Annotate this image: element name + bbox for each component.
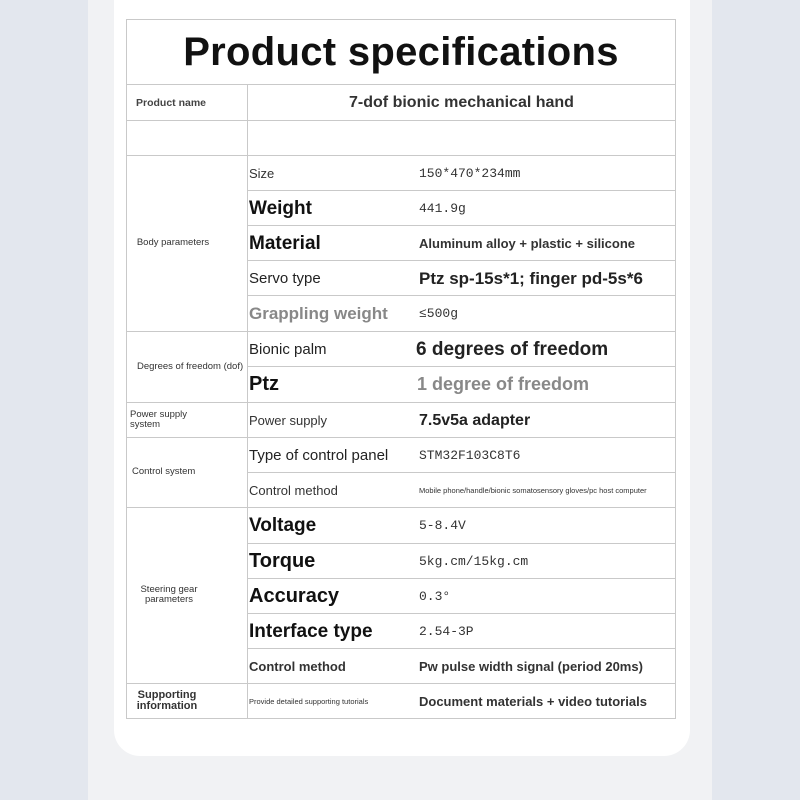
row-material-value: Aluminum alloy + plastic + silicone (419, 236, 636, 251)
row-tutorials-name: Provide detailed supporting tutorials (249, 697, 369, 706)
row-panel-value: STM32F103C8T6 (419, 448, 521, 463)
row-palm-name: Bionic palm (249, 341, 327, 358)
row-control-method-value: Mobile phone/handle/bionic somatosensory gloves/pc host computer (419, 486, 647, 495)
row-material-name: Material (249, 232, 321, 254)
row-torque-value: 5kg.cm/15kg.cm (419, 554, 529, 569)
product-name-label: Product name (136, 96, 207, 109)
page-title: Product specifications (126, 19, 676, 85)
group-supporting-info: Supporting information (136, 688, 198, 712)
row-power-value: 7.5v5a adapter (419, 411, 531, 429)
row-weight-name: Weight (249, 197, 312, 219)
product-name-value: 7-dof bionic mechanical hand (349, 93, 574, 111)
row-servo-name: Servo type (249, 270, 321, 287)
group-steering-gear: Steering gear parameters (140, 584, 198, 605)
row-voltage-name: Voltage (249, 514, 317, 536)
row-control-method-name: Control method (249, 483, 338, 498)
row-interface-value: 2.54-3P (419, 624, 474, 639)
group-body-parameters: Body parameters (136, 237, 210, 248)
group-control-system: Control system (132, 466, 196, 477)
row-size-name: Size (249, 166, 275, 181)
row-gear-method-value: Pw pulse width signal (period 20ms) (419, 659, 643, 674)
row-power-name: Power supply (249, 413, 328, 428)
row-interface-name: Interface type (249, 620, 373, 642)
row-voltage-value: 5-8.4V (419, 518, 466, 533)
row-weight-value: 441.9g (419, 201, 466, 216)
row-ptz-name: Ptz (249, 373, 279, 395)
row-gear-method-name: Control method (249, 659, 346, 674)
row-accuracy-value: 0.3° (419, 589, 451, 604)
row-palm-value: 6 degrees of freedom (416, 338, 609, 360)
row-panel-name: Type of control panel (249, 447, 389, 464)
row-tutorials-value: Document materials + video tutorials (419, 694, 647, 709)
group-degrees-of-freedom: Degrees of freedom (dof) (137, 360, 244, 372)
row-ptz-value: 1 degree of freedom (417, 374, 590, 394)
row-accuracy-name: Accuracy (249, 585, 340, 607)
row-torque-name: Torque (249, 550, 316, 572)
row-servo-value: Ptz sp-15s*1; finger pd-5s*6 (419, 268, 643, 288)
row-grapple-name: Grappling weight (249, 303, 388, 323)
row-size-value: 150*470*234mm (419, 166, 521, 181)
group-power-supply: Power supply system (130, 408, 188, 430)
row-grapple-value: ≤500g (419, 306, 459, 321)
